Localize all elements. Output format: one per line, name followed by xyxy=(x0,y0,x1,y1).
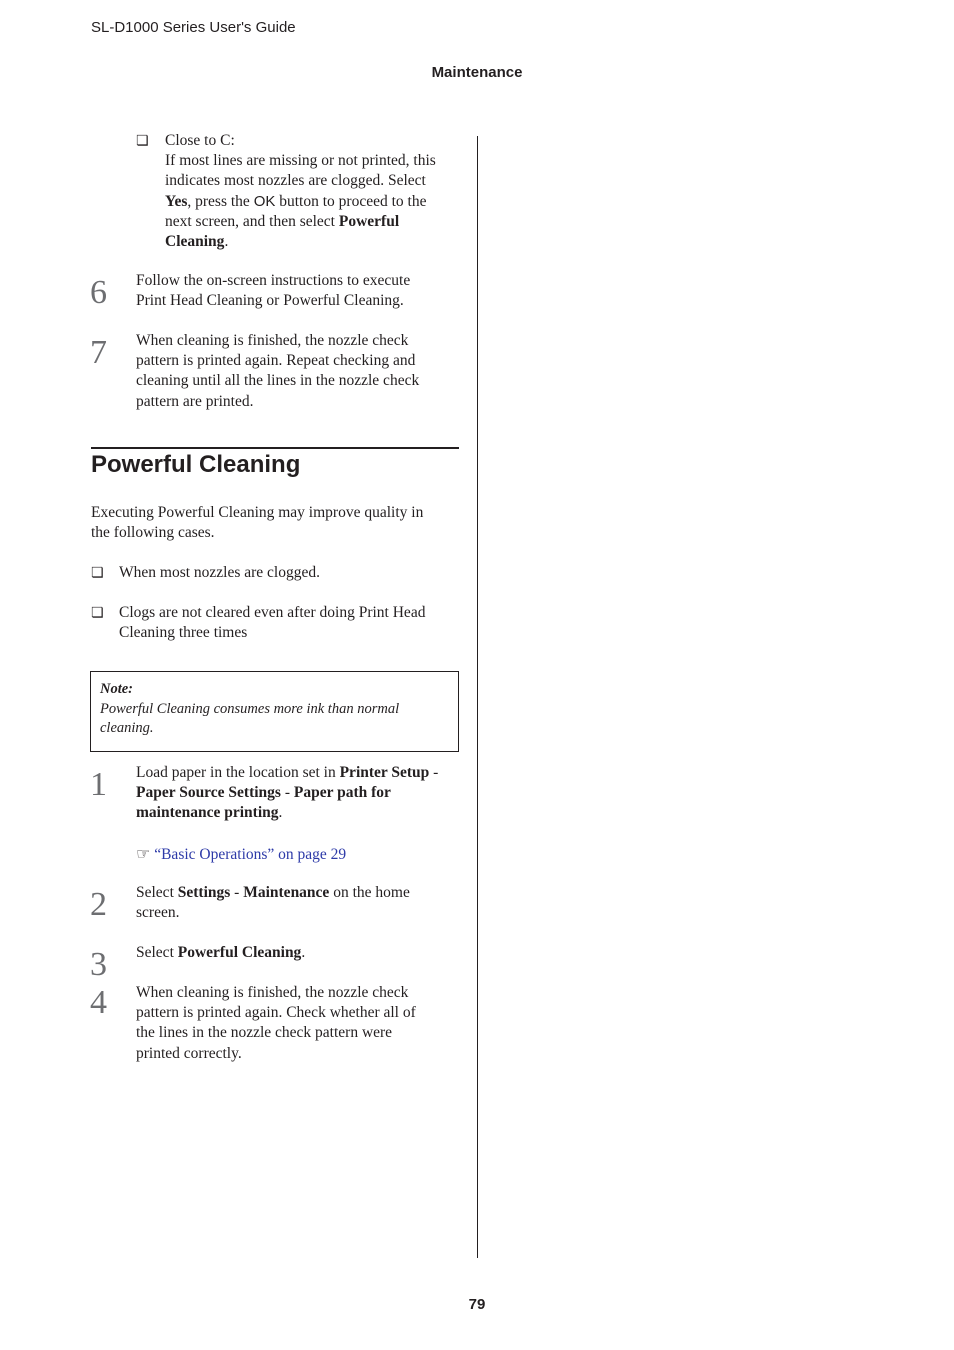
step-text xyxy=(136,331,466,412)
text-run: - xyxy=(230,884,244,901)
step-line xyxy=(136,763,466,783)
list-item-line xyxy=(165,232,465,252)
text-run: - xyxy=(280,784,294,802)
list-item-line xyxy=(165,212,465,232)
bold-term: Printer Setup xyxy=(339,764,430,781)
bullet-item: When most nozzles are clogged. xyxy=(119,564,320,581)
step-number: 3 xyxy=(90,946,107,983)
text-run: Select xyxy=(136,884,178,901)
list-item-line: If most lines are missing or not printed, this xyxy=(165,152,436,170)
section-intro xyxy=(91,503,461,543)
step-text xyxy=(136,271,466,311)
intro-line: Executing Powerful Cleaning may improve quality in xyxy=(91,504,424,521)
bold-term: Cleaning xyxy=(165,233,225,251)
section-rule xyxy=(91,447,459,449)
text-run: . xyxy=(278,804,283,822)
step-text xyxy=(136,943,466,963)
step-number: 7 xyxy=(90,334,107,371)
cross-reference xyxy=(136,844,466,865)
text-run: Select xyxy=(136,944,178,961)
step-line xyxy=(136,803,466,823)
bold-term: Powerful xyxy=(338,212,400,230)
step-text xyxy=(136,983,466,1064)
step-number: 4 xyxy=(90,984,107,1021)
step-number: 6 xyxy=(90,274,107,311)
step-line: screen. xyxy=(136,904,180,922)
list-item-title: Close to C: xyxy=(165,132,235,149)
text-run: , press the xyxy=(187,192,254,210)
text-run: on the home xyxy=(329,884,410,901)
bold-term: Paper path for xyxy=(293,784,391,802)
bullet-item xyxy=(119,603,464,643)
bold-term: Maintenance xyxy=(243,884,330,901)
step-line: When cleaning is finished, the nozzle check xyxy=(136,984,409,1001)
step-line: pattern are printed. xyxy=(136,392,254,410)
step-line: When cleaning is finished, the nozzle check xyxy=(136,332,409,349)
pointing-hand-icon: ☞ xyxy=(136,843,151,863)
step-line: pattern is printed again. Repeat checking and xyxy=(136,352,416,370)
text-run: - xyxy=(429,764,439,781)
note-content xyxy=(100,680,440,739)
basic-operations-link[interactable]: “Basic Operations” on page 29 xyxy=(154,845,347,863)
section-heading: Powerful Cleaning xyxy=(91,451,301,478)
note-label: Note: xyxy=(100,681,134,697)
bold-term: maintenance printing xyxy=(136,804,279,822)
bold-term: Powerful Cleaning xyxy=(177,944,302,961)
step-line: printed correctly. xyxy=(136,1044,242,1062)
document-title: SL-D1000 Series User's Guide xyxy=(91,19,296,36)
step-line xyxy=(136,943,466,963)
text-run: button to proceed to the xyxy=(275,192,427,210)
step-text xyxy=(136,883,466,923)
note-line: cleaning. xyxy=(100,720,154,736)
text-run: Load paper in the location set in xyxy=(136,764,340,781)
checkbox-bullet-icon: ❏ xyxy=(136,133,149,149)
bold-term: Settings xyxy=(177,884,231,901)
list-item-line: indicates most nozzles are clogged. Select xyxy=(165,172,426,190)
page-number: 79 xyxy=(468,1296,486,1313)
list-item-close-to-c xyxy=(165,131,465,252)
step-line: pattern is printed again. Check whether all of xyxy=(136,1004,416,1022)
note-line: Powerful Cleaning consumes more ink than normal xyxy=(100,700,400,717)
step-text xyxy=(136,763,466,865)
step-line: cleaning until all the lines in the nozzle check xyxy=(136,372,420,390)
step-line xyxy=(136,783,466,803)
step-line: the lines in the nozzle check pattern were xyxy=(136,1024,393,1042)
text-run: . xyxy=(301,944,306,961)
list-item-line xyxy=(165,192,465,212)
intro-line: the following cases. xyxy=(91,524,215,542)
step-line: Print Head Cleaning or Powerful Cleaning. xyxy=(136,292,404,310)
note-box xyxy=(90,671,459,752)
step-number: 2 xyxy=(90,886,107,923)
checkbox-bullet-icon: ❏ xyxy=(91,605,104,621)
bullet-line: Cleaning three times xyxy=(119,624,248,642)
text-run: next screen, and then select xyxy=(165,212,339,230)
bullet-line: Clogs are not cleared even after doing Print Head xyxy=(119,604,426,621)
section-header: Maintenance xyxy=(431,64,523,81)
column-divider xyxy=(477,136,478,1258)
step-line xyxy=(136,883,466,903)
step-line: Follow the on-screen instructions to execute xyxy=(136,272,411,289)
step-number: 1 xyxy=(90,766,107,803)
bold-term: Paper Source Settings xyxy=(136,784,281,802)
checkbox-bullet-icon: ❏ xyxy=(91,565,104,581)
ok-button-label: OK xyxy=(253,192,276,210)
text-run: . xyxy=(224,233,229,251)
bold-term: Yes xyxy=(165,192,188,210)
